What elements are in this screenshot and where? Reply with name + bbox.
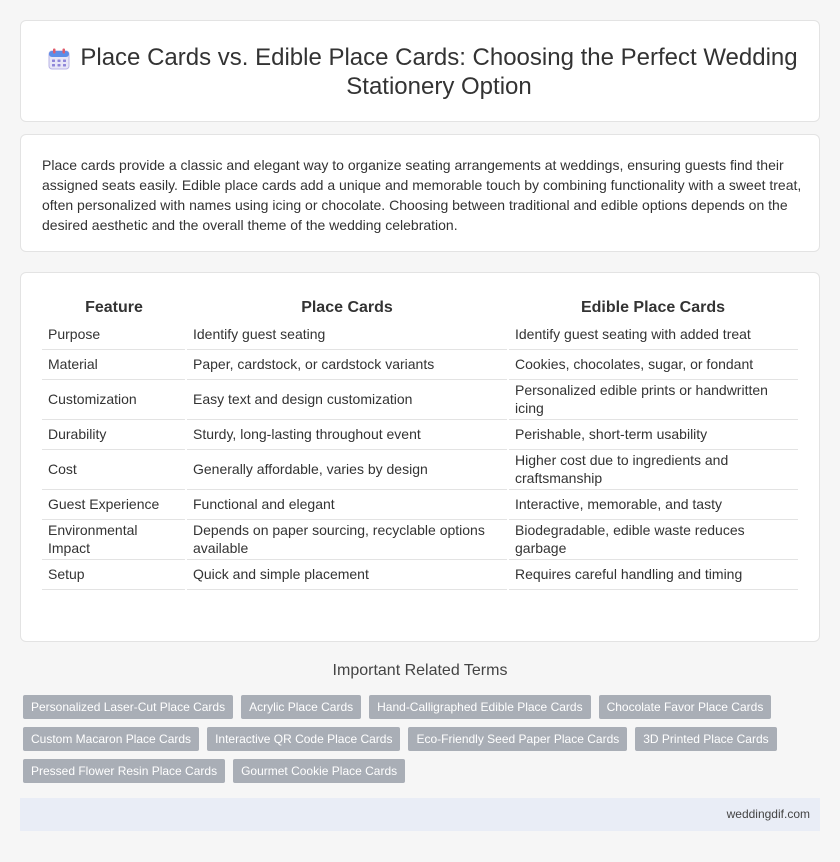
intro-card [20, 134, 820, 252]
footer-site-link[interactable]: weddingdif.com [726, 807, 810, 821]
tag-row [23, 727, 823, 751]
table-header-row [42, 295, 798, 319]
feature-cell: Environmental Impact [42, 519, 186, 559]
edible-cell: Cookies, chocolates, sugar, or fondant [508, 349, 798, 379]
edible-cell: Personalized edible prints or handwritten icing [508, 379, 798, 419]
edible-cell: Higher cost due to ingredients and craftsmanship [508, 449, 798, 489]
feature-cell: Setup [42, 559, 186, 589]
related-term-tag[interactable]: Chocolate Favor Place Cards [599, 695, 772, 719]
tag-row [23, 695, 823, 719]
place-cards-cell: Depends on paper sourcing, recyclable options available [186, 519, 508, 559]
place-cards-cell: Identify guest seating [186, 319, 508, 349]
intro-text: Place cards provide a classic and elegant way to organize seating arrangements at weddings, ensuring guests find their assigned seats easily. Edible place cards add a unique and memorable touch by combining functionality with a sweet treat, often personalized with names using icing or chocolate. Choosing between traditional and edible options depends on the desired aesthetic and the overall theme of the wedding celebration. [42, 157, 802, 233]
footer [20, 798, 820, 831]
related-term-tag[interactable]: Custom Macaron Place Cards [23, 727, 199, 751]
comparison-table [42, 295, 798, 590]
place-cards-cell: Quick and simple placement [186, 559, 508, 589]
edible-cell: Interactive, memorable, and tasty [508, 489, 798, 519]
edible-cell: Identify guest seating with added treat [508, 319, 798, 349]
feature-cell: Guest Experience [42, 489, 186, 519]
tag-row [23, 759, 823, 783]
header-edible-place-cards: Edible Place Cards [580, 299, 726, 316]
related-term-tag[interactable]: Eco-Friendly Seed Paper Place Cards [408, 727, 627, 751]
related-term-tag[interactable]: Gourmet Cookie Place Cards [233, 759, 405, 783]
feature-cell: Material [42, 349, 186, 379]
table-row [42, 519, 798, 559]
table-row [42, 379, 798, 419]
page-title: Place Cards vs. Edible Place Cards: Choosing the Perfect Wedding Stationery Option [80, 44, 798, 100]
related-term-tag[interactable]: Personalized Laser-Cut Place Cards [23, 695, 233, 719]
related-terms-title: Important Related Terms [332, 662, 508, 679]
header-place-cards: Place Cards [301, 299, 393, 316]
feature-cell: Cost [42, 449, 186, 489]
related-term-tag[interactable]: Pressed Flower Resin Place Cards [23, 759, 225, 783]
related-term-tag[interactable]: Acrylic Place Cards [241, 695, 361, 719]
header-feature: Feature [85, 299, 143, 316]
table-row [42, 559, 798, 589]
related-term-tag[interactable]: Interactive QR Code Place Cards [207, 727, 400, 751]
place-cards-cell: Functional and elegant [186, 489, 508, 519]
feature-cell: Purpose [42, 319, 186, 349]
header-card [20, 20, 820, 122]
place-cards-cell: Sturdy, long-lasting throughout event [186, 419, 508, 449]
related-term-tag[interactable]: 3D Printed Place Cards [635, 727, 776, 751]
table-row [42, 449, 798, 489]
table-row [42, 349, 798, 379]
edible-cell: Requires careful handling and timing [508, 559, 798, 589]
table-row [42, 419, 798, 449]
edible-cell: Biodegradable, edible waste reduces garbage [508, 519, 798, 559]
comparison-card [20, 272, 820, 642]
table-row [42, 489, 798, 519]
place-cards-cell: Paper, cardstock, or cardstock variants [186, 349, 508, 379]
related-term-tag[interactable]: Hand-Calligraphed Edible Place Cards [369, 695, 590, 719]
place-cards-cell: Generally affordable, varies by design [186, 449, 508, 489]
table-row [42, 319, 798, 349]
place-cards-cell: Easy text and design customization [186, 379, 508, 419]
related-terms-list [23, 695, 823, 791]
feature-cell: Customization [42, 379, 186, 419]
feature-cell: Durability [42, 419, 186, 449]
edible-cell: Perishable, short-term usability [508, 419, 798, 449]
